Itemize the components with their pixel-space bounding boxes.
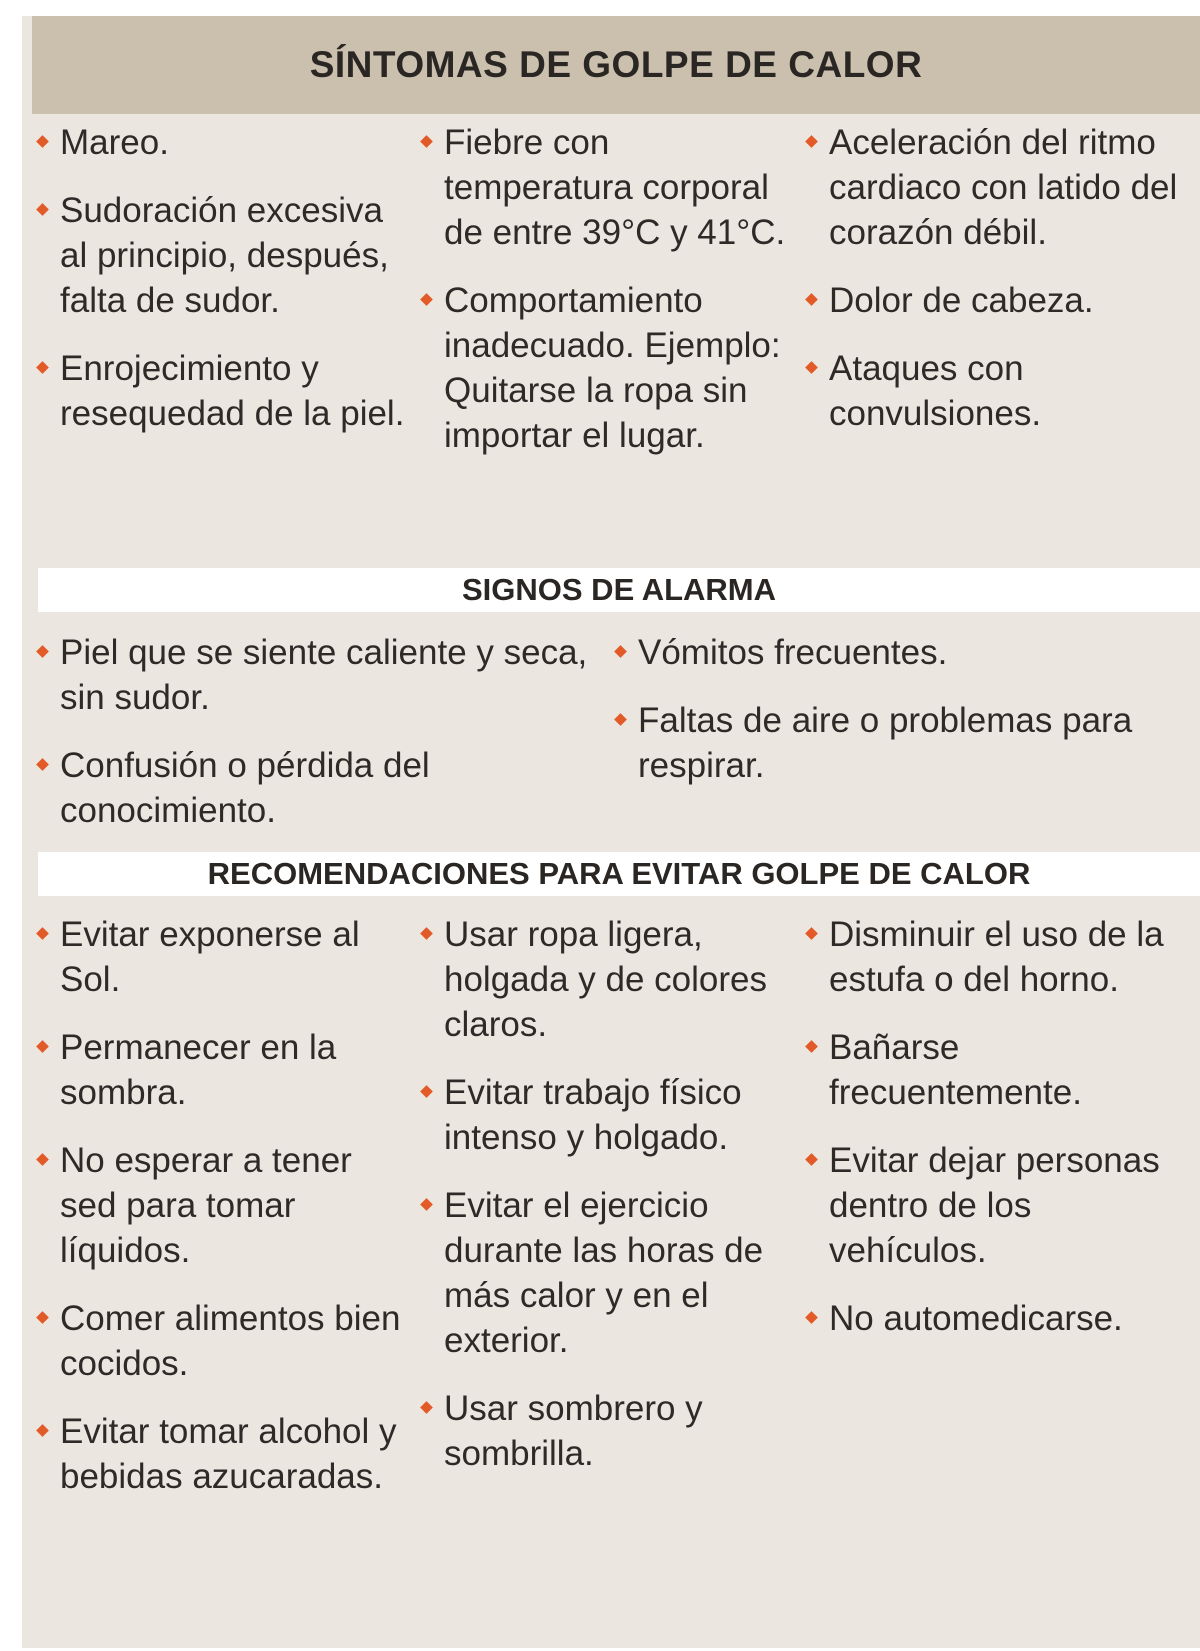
diamond-bullet-icon [805, 1153, 818, 1166]
diamond-bullet-icon [36, 1153, 49, 1166]
recomendaciones-header [38, 852, 1200, 896]
list-item: Evitar el ejercicio durante las horas de más calor y en el exterior. [418, 1183, 803, 1363]
list-item: Enrojecimiento y resequedad de la piel. [34, 346, 414, 436]
alarma-title: SIGNOS DE ALARMA [461, 572, 777, 607]
diamond-bullet-icon [420, 927, 433, 940]
diamond-bullet-icon [614, 645, 627, 658]
alarma-column-2 [612, 630, 1192, 811]
sintomas-list-1 [34, 120, 414, 436]
list-item: Dolor de cabeza. [803, 278, 1193, 323]
diamond-bullet-icon [420, 1198, 433, 1211]
diamond-bullet-icon [36, 1424, 49, 1437]
list-item: Usar ropa ligera, holgada y de colores claros. [418, 912, 803, 1047]
list-item: Comer alimentos bien cocidos. [34, 1296, 414, 1386]
diamond-bullet-icon [36, 1311, 49, 1324]
sintomas-column-1 [34, 120, 414, 459]
diamond-bullet-icon [420, 135, 433, 148]
diamond-bullet-icon [805, 1311, 818, 1324]
recomendaciones-title: RECOMENDACIONES PARA EVITAR GOLPE DE CALOR [207, 856, 1031, 891]
recomendaciones-column-2 [418, 912, 803, 1499]
diamond-bullet-icon [420, 1401, 433, 1414]
diamond-bullet-icon [36, 758, 49, 771]
list-item: No automedicarse. [803, 1296, 1193, 1341]
diamond-bullet-icon [805, 1040, 818, 1053]
diamond-bullet-icon [36, 203, 49, 216]
alarma-list-1 [34, 630, 609, 833]
list-item: Sudoración excesiva al principio, después, falta de sudor. [34, 188, 414, 323]
diamond-bullet-icon [614, 713, 627, 726]
list-item: Disminuir el uso de la estufa o del horno. [803, 912, 1193, 1002]
list-item: Bañarse frecuentemente. [803, 1025, 1193, 1115]
diamond-bullet-icon [805, 927, 818, 940]
diamond-bullet-icon [36, 361, 49, 374]
diamond-bullet-icon [420, 293, 433, 306]
diamond-bullet-icon [36, 927, 49, 940]
list-item: Faltas de aire o problemas para respirar. [612, 698, 1192, 788]
diamond-bullet-icon [805, 135, 818, 148]
list-item: Piel que se siente caliente y seca, sin sudor. [34, 630, 609, 720]
diamond-bullet-icon [420, 1085, 433, 1098]
infographic-panel [22, 16, 1200, 1648]
recomendaciones-list-3 [803, 912, 1193, 1341]
recomendaciones-column-1 [34, 912, 414, 1522]
list-item: Confusión o pérdida del conocimiento. [34, 743, 609, 833]
list-item: Usar sombrero y sombrilla. [418, 1386, 803, 1476]
list-item: Fiebre con temperatura corporal de entre 39°C y 41°C. [418, 120, 803, 255]
diamond-bullet-icon [36, 645, 49, 658]
recomendaciones-list-1 [34, 912, 414, 1499]
sintomas-column-3 [803, 120, 1193, 459]
alarma-column-1 [34, 630, 609, 856]
list-item: Evitar trabajo físico intenso y holgado. [418, 1070, 803, 1160]
diamond-bullet-icon [805, 293, 818, 306]
sintomas-list-3 [803, 120, 1193, 436]
sintomas-title: SÍNTOMAS DE GOLPE DE CALOR [309, 44, 923, 85]
list-item: Aceleración del ritmo cardiaco con latido del corazón débil. [803, 120, 1193, 255]
sintomas-header [32, 16, 1200, 114]
list-item: Evitar exponerse al Sol. [34, 912, 414, 1002]
list-item: Comportamiento inadecuado. Ejemplo: Quitarse la ropa sin importar el lugar. [418, 278, 803, 458]
diamond-bullet-icon [36, 135, 49, 148]
diamond-bullet-icon [805, 361, 818, 374]
list-item: Evitar tomar alcohol y bebidas azucaradas. [34, 1409, 414, 1499]
diamond-bullet-icon [36, 1040, 49, 1053]
list-item: Evitar dejar personas dentro de los vehículos. [803, 1138, 1193, 1273]
alarma-list-2 [612, 630, 1192, 788]
list-item: Vómitos frecuentes. [612, 630, 1192, 675]
list-item: No esperar a tener sed para tomar líquidos. [34, 1138, 414, 1273]
sintomas-list-2 [418, 120, 803, 458]
alarma-header [38, 568, 1200, 612]
list-item: Ataques con convulsiones. [803, 346, 1193, 436]
list-item: Permanecer en la sombra. [34, 1025, 414, 1115]
list-item: Mareo. [34, 120, 414, 165]
sintomas-column-2 [418, 120, 803, 481]
recomendaciones-list-2 [418, 912, 803, 1476]
recomendaciones-column-3 [803, 912, 1193, 1364]
